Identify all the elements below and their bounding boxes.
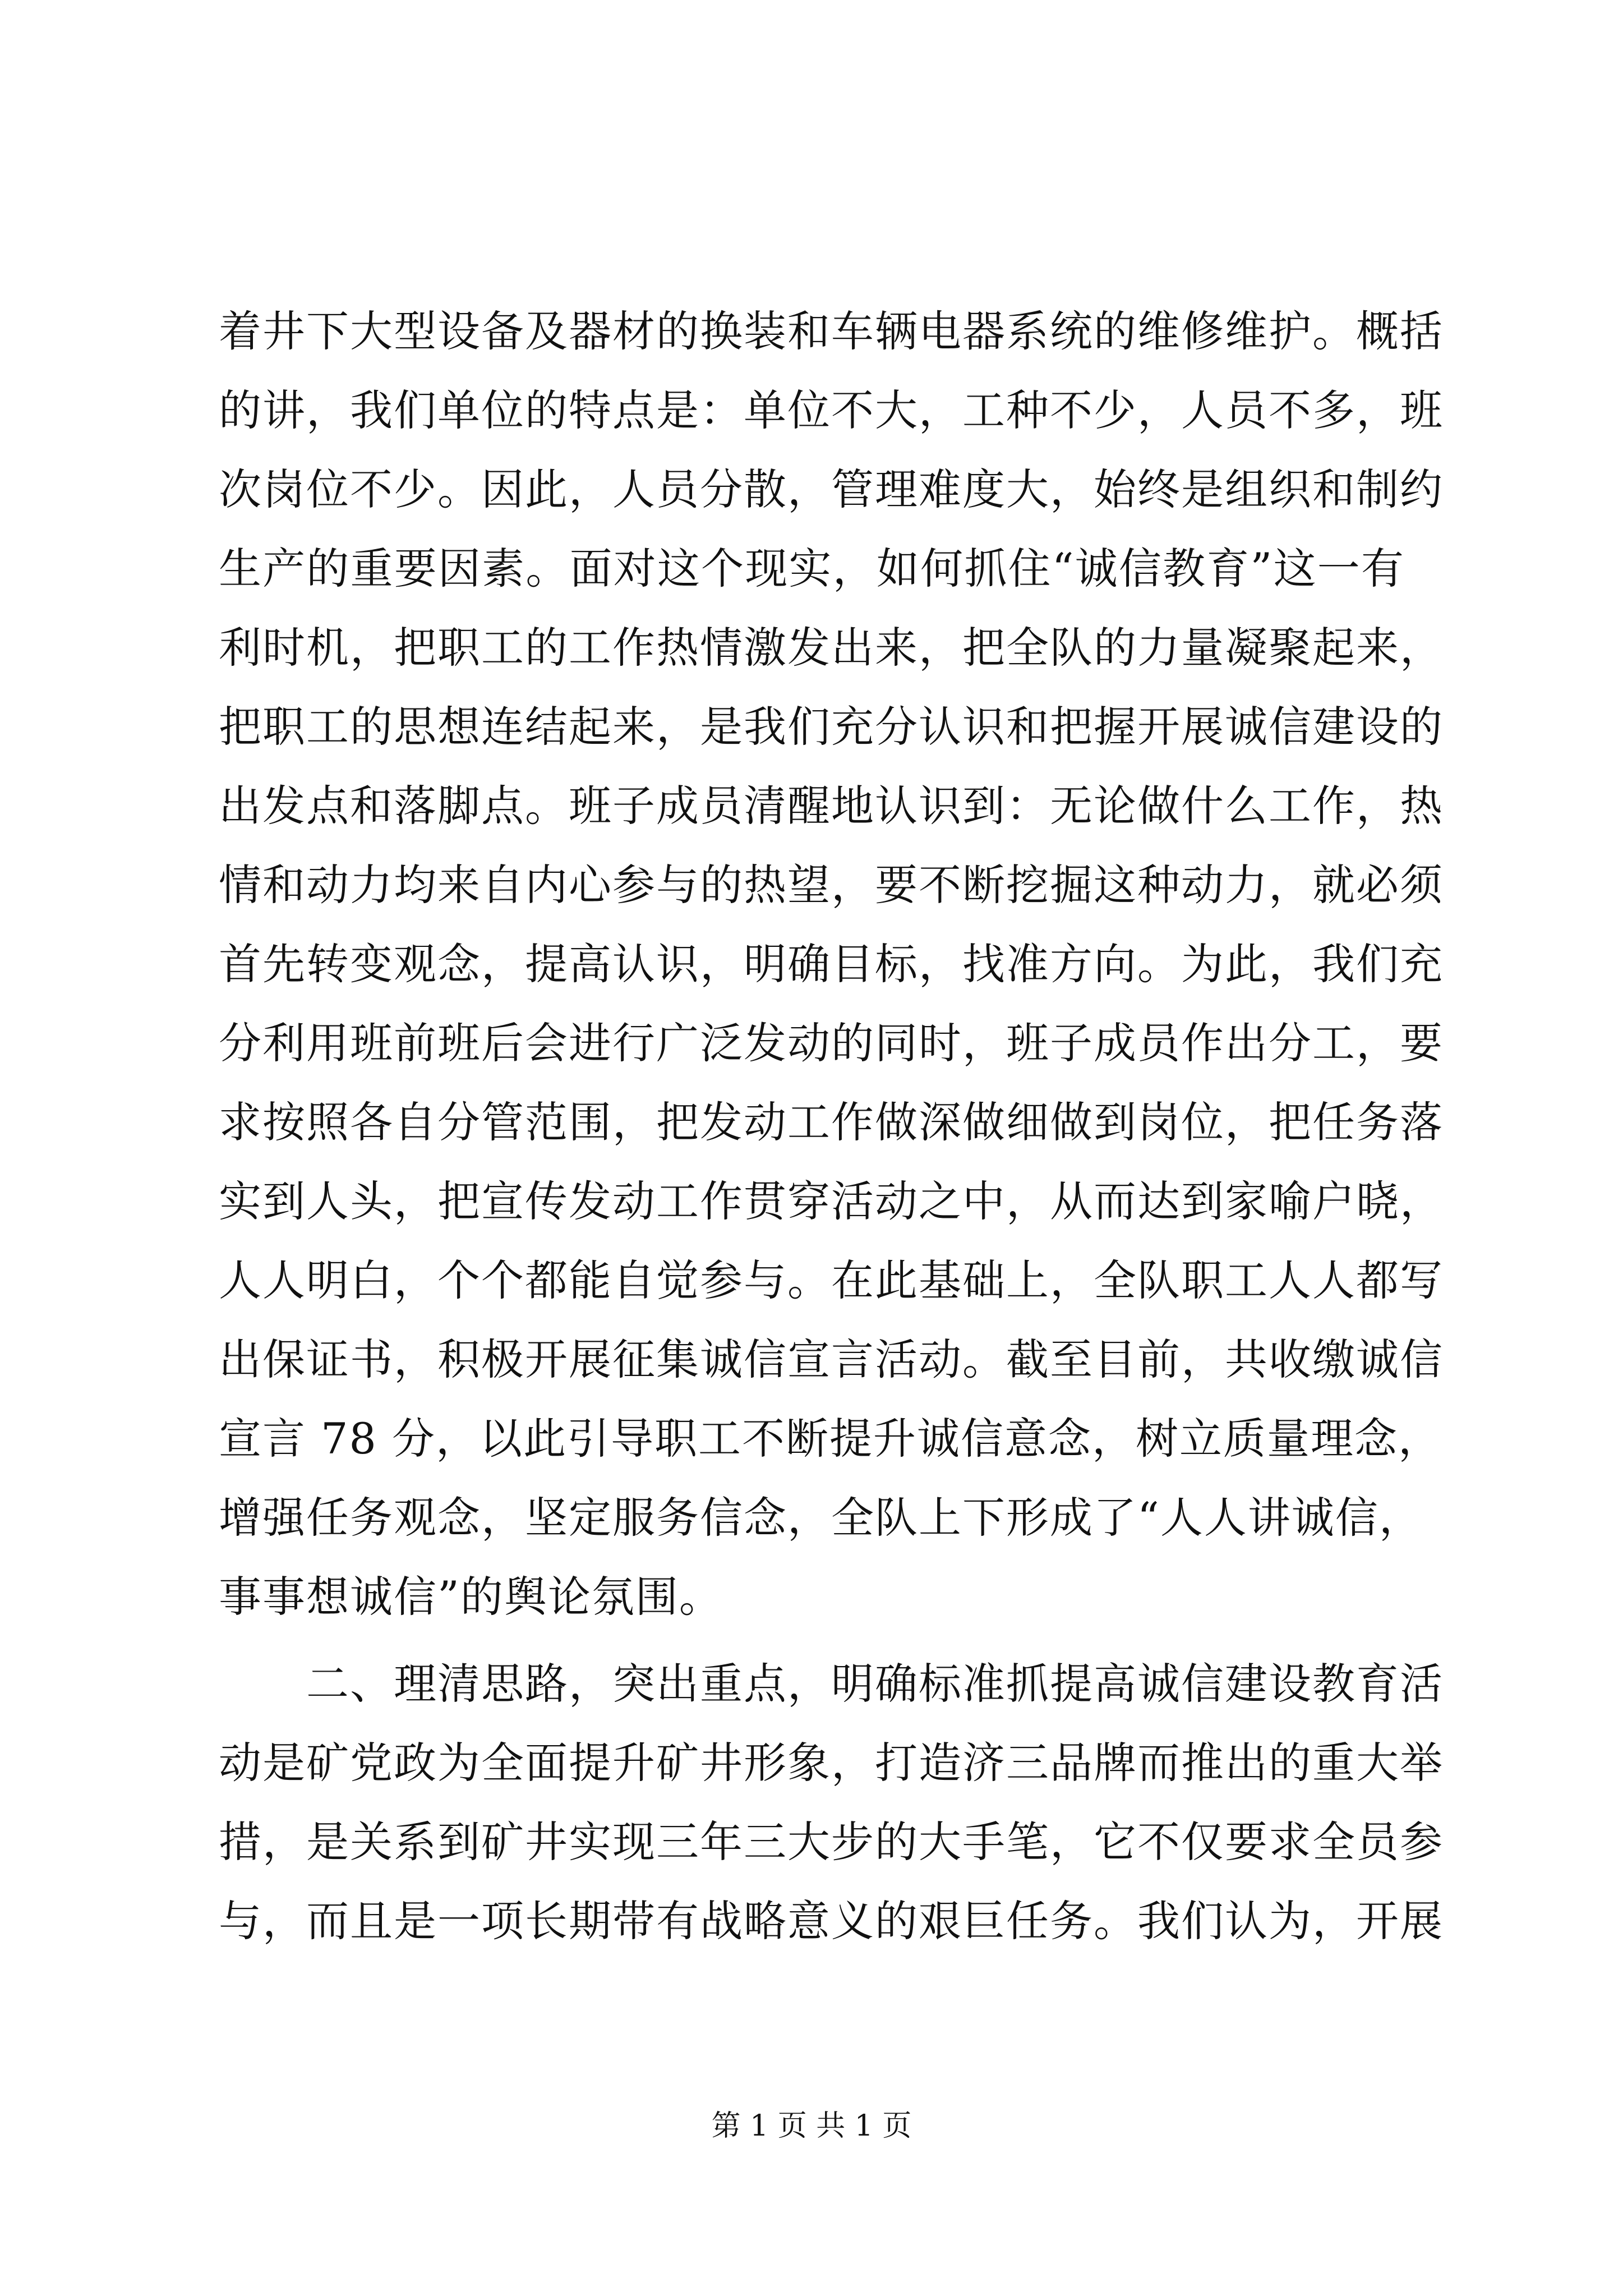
text-line: 实到人头，把宣传发动工作贯穿活动之中，从而达到家喻户晓，	[219, 1176, 1444, 1226]
text-line: 措，是关系到矿井实现三年三大步的大手笔，它不仅要求全员参	[219, 1817, 1444, 1867]
text-line: 着井下大型设备及器材的换装和车辆电器系统的维修维护。概括	[219, 306, 1444, 356]
text-line: 的讲，我们单位的特点是：单位不大，工种不少，人员不多，班	[219, 385, 1444, 435]
text-line: 分利用班前班后会进行广泛发动的同时，班子成员作出分工，要	[219, 1018, 1444, 1068]
text-line: 生产的重要因素。面对这个现实，如何抓住“诚信教育”这一有	[219, 544, 1405, 593]
text-line: 动是矿党政为全面提升矿井形象，打造济三品牌而推出的重大举	[219, 1738, 1444, 1788]
text-line: 人人明白，个个都能自觉参与。在此基础上，全队职工人人都写	[219, 1255, 1444, 1305]
text-line: 次岗位不少。因此，人员分散，管理难度大，始终是组织和制约	[219, 464, 1444, 514]
text-line: 首先转变观念，提高认识，明确目标，找准方向。为此，我们充	[219, 939, 1444, 989]
text-line: 增强任务观念，坚定服务信念，全队上下形成了“人人讲诚信，	[219, 1493, 1423, 1543]
text-line: 出发点和落脚点。班子成员清醒地认识到：无论做什么工作，热	[219, 781, 1444, 831]
text-line: 求按照各自分管范围，把发动工作做深做细做到岗位，把任务落	[219, 1097, 1444, 1147]
text-line: 事事想诚信”的舆论氛围。	[219, 1572, 723, 1622]
text-line: 把职工的思想连结起来，是我们充分认识和把握开展诚信建设的	[219, 702, 1444, 752]
text-line: 宣言 78 分，以此引导职工不断提升诚信意念，树立质量理念，	[219, 1414, 1442, 1464]
text-line: 利时机，把职工的工作热情激发出来，把全队的力量凝聚起来，	[219, 623, 1444, 673]
paragraph-1	[219, 292, 1444, 1636]
document-body	[219, 292, 1444, 1961]
text-line: 二、理清思路，突出重点，明确标准抓提高诚信建设教育活	[219, 1659, 1444, 1709]
page-number-footer: 第 1 页 共 1 页	[711, 2109, 912, 2143]
paragraph-gap	[219, 1636, 1405, 1644]
text-line: 情和动力均来自内心参与的热望，要不断挖掘这种动力，就必须	[219, 860, 1444, 910]
paragraph-2	[219, 1644, 1444, 1961]
text-line: 出保证书，积极开展征集诚信宣言活动。截至目前，共收缴诚信	[219, 1335, 1444, 1384]
text-line: 与，而且是一项长期带有战略意义的艰巨任务。我们认为，开展	[219, 1896, 1444, 1946]
